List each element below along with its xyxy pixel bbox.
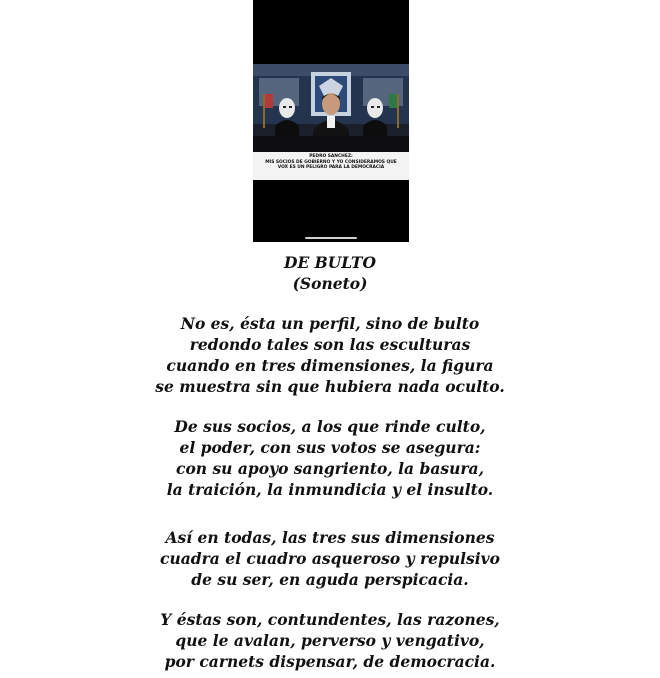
poem-line: que le avalan, perverso y vengativo, xyxy=(175,631,485,650)
poem-title: DE BULTO xyxy=(284,253,376,272)
poem-line: de su ser, en aguda perspicacia. xyxy=(191,570,469,589)
video-still xyxy=(253,64,409,180)
stanza-2 xyxy=(0,416,660,500)
poem-line: la traición, la inmundicia y el insulto. xyxy=(166,480,494,499)
poem-line: No es, ésta un perfil, sino de bulto xyxy=(180,314,480,333)
stanza-4 xyxy=(0,609,660,672)
poem-line: con su apoyo sangriento, la basura, xyxy=(176,459,484,478)
poem-line: cuadra el cuadro asqueroso y repulsivo xyxy=(160,549,500,568)
poem-line: redondo tales son las esculturas xyxy=(189,335,471,354)
poem-line: el poder, con sus votos se asegura: xyxy=(179,438,481,457)
embedded-phone-screenshot xyxy=(253,0,409,242)
poem-line: Así en todas, las tres sus dimensiones xyxy=(165,528,495,547)
home-indicator xyxy=(305,237,357,239)
poem-line: cuando en tres dimensiones, la figura xyxy=(166,356,494,375)
poem xyxy=(0,252,660,672)
stanza-1 xyxy=(0,313,660,397)
caption-line: VOX ES UN PELIGRO PARA LA DEMOCRACIA xyxy=(277,165,385,171)
poem-line: se muestra sin que hubiera nada oculto. xyxy=(155,377,505,396)
stanza-3 xyxy=(0,527,660,590)
caption-line: PEDRO SANCHEZ: xyxy=(309,154,353,159)
caption-line: MIS SOCIOS DE GOBIERNO Y YO CONSIDERAMOS QUE xyxy=(265,159,397,165)
image-caption xyxy=(253,152,409,180)
poem-subtitle: (Soneto) xyxy=(292,274,368,293)
poem-line: Y éstas son, contundentes, las razones, xyxy=(160,610,500,629)
poem-line: por carnets dispensar, de democracia. xyxy=(164,652,496,671)
press-scene-illustration xyxy=(253,64,409,152)
poem-line: De sus socios, a los que rinde culto, xyxy=(174,417,486,436)
